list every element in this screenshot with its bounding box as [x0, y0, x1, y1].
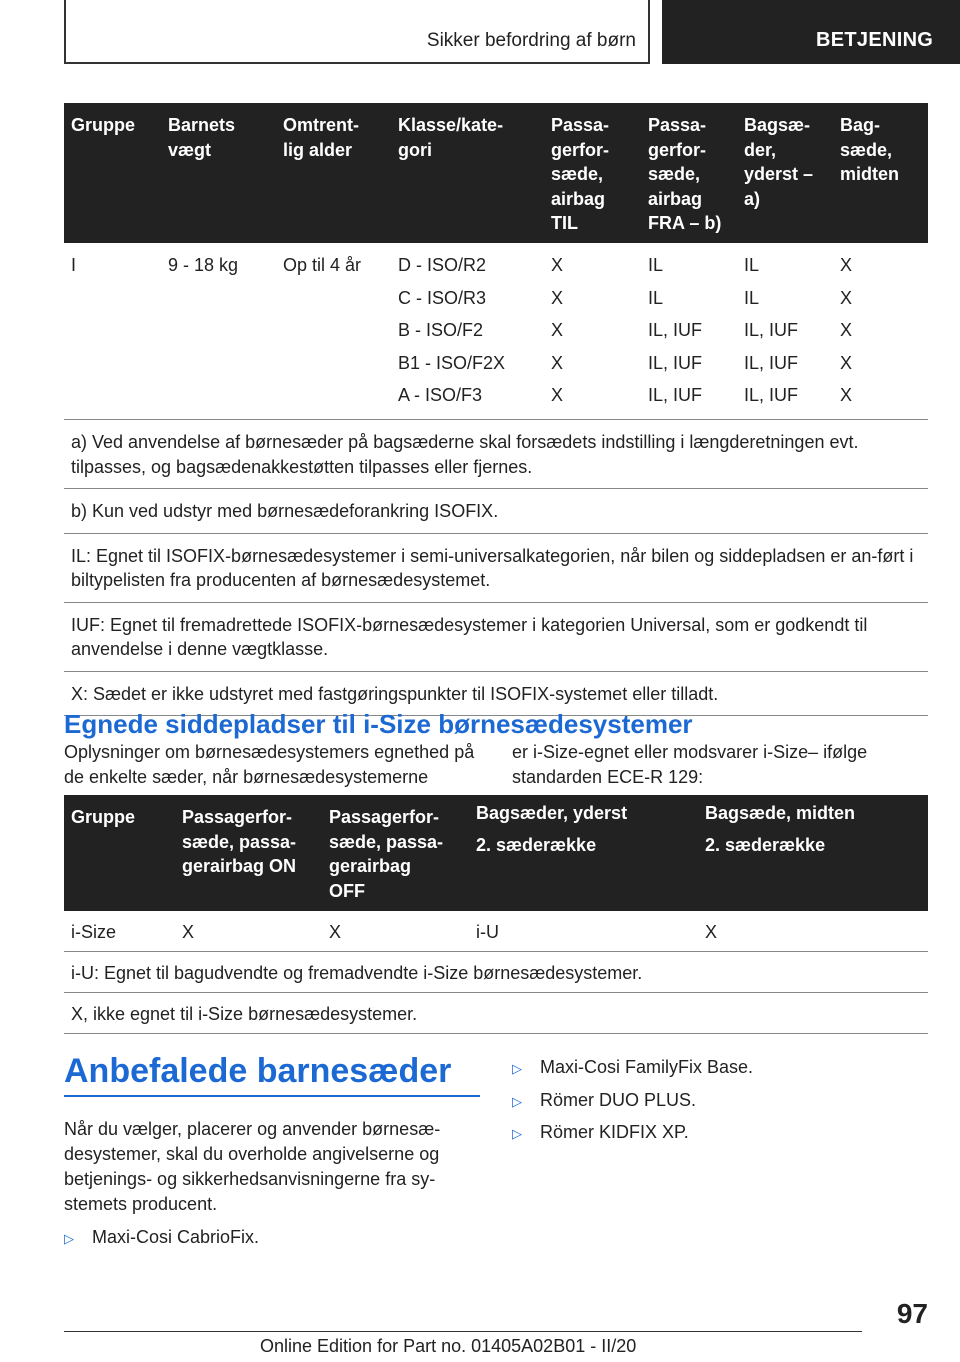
table-cell: IL, IUF	[648, 320, 703, 340]
table-note: b) Kun ved udstyr med børnesædeforankring ISOFIX.	[64, 489, 928, 534]
table-cell: X	[551, 385, 564, 405]
col-header: Passa- gerfor- sæde, airbag TIL	[544, 103, 641, 243]
header-chapter-title: BETJENING	[816, 29, 934, 51]
table-cell: IL	[648, 287, 664, 308]
list-item-label: Römer KIDFIX XP.	[540, 1122, 689, 1142]
list-item	[512, 1055, 753, 1081]
header-chapter-tab	[662, 0, 960, 64]
table-cell: IL, IUF	[648, 352, 703, 373]
footer-edition: Online Edition for Part no. 01405A02B01 - II/20	[260, 1336, 637, 1356]
triangle-right-icon: ▷	[64, 1231, 74, 1246]
col-header: Bagsæder, yderst 2. sæderække	[469, 795, 698, 911]
triangle-right-icon: ▷	[512, 1126, 522, 1141]
list-item	[64, 1225, 259, 1251]
isize-intro-left: Oplysninger om børnesædesystemers egnethed på de enkelte sæder, når børnesædesystemerne	[64, 742, 475, 787]
triangle-right-icon: ▷	[512, 1094, 522, 1109]
isize-intro-right: er i-Size-egnet eller modsvarer i-Size– ifølge standarden ECE-R 129:	[512, 742, 868, 787]
table-note: IL: Egnet til ISOFIX-børnesædesystemer i semi-universalkategorien, når bilen og siddepladsen er an-ført i biltypelisten fra producenten af børnesædesystemet.	[64, 533, 928, 602]
list-item-label: Römer DUO PLUS.	[540, 1090, 697, 1110]
table-cell: i-U	[476, 922, 499, 942]
triangle-right-icon: ▷	[512, 1061, 522, 1076]
table-row	[64, 911, 928, 952]
table-cell: C - ISO/R3	[398, 287, 487, 308]
col-header: Klasse/kate- gori	[391, 103, 544, 243]
table-cell: i-Size	[71, 922, 117, 942]
table-cell: IL, IUF	[744, 320, 799, 340]
col-header: Omtrent- lig alder	[276, 103, 391, 243]
list-item-label: Maxi-Cosi FamilyFix Base.	[540, 1057, 754, 1077]
table-cell: X	[551, 255, 564, 275]
list-item-label: Maxi-Cosi CabrioFix.	[92, 1227, 260, 1247]
table-cell: IL, IUF	[648, 385, 703, 405]
table-note: X: Sædet er ikke udstyret med fastgøringspunkter til ISOFIX-systemet eller tilladt.	[64, 671, 928, 716]
isize-table	[64, 795, 928, 1034]
header-section-box	[64, 0, 650, 64]
table-row	[64, 243, 928, 406]
col-header: Gruppe	[64, 795, 175, 911]
footer-rule	[64, 1331, 862, 1332]
table-cell: X	[705, 922, 718, 942]
list-item	[512, 1088, 696, 1114]
table-cell: X	[840, 287, 853, 308]
table-cell: A - ISO/F3	[398, 385, 483, 405]
recommended-intro: Når du vælger, placerer og anvender børnesæ-desystemer, skal du overholde angivelserne og betjenings- og sikkerhedsanvisningerne fra sy-stemets producent.	[64, 1119, 441, 1214]
table-cell: B - ISO/F2	[398, 320, 484, 340]
table-note: X, ikke egnet til i-Size børnesædesystemer.	[64, 993, 928, 1034]
heading-rule	[64, 1095, 480, 1097]
table-cell: X	[551, 320, 564, 340]
table-cell: IL	[648, 255, 664, 275]
table-cell: X	[329, 922, 342, 942]
page-number: 97	[896, 1298, 928, 1329]
table-cell: Op til 4 år	[283, 255, 362, 275]
col-header: Passa- gerfor- sæde, airbag FRA – b)	[641, 103, 737, 243]
col-header: Passagerfor- sæde, passa- gerairbag OFF	[322, 795, 469, 911]
list-item	[512, 1120, 689, 1146]
col-header: Bagsæde, midten 2. sæderække	[698, 795, 928, 911]
table-cell: X	[840, 320, 853, 340]
table-note: i-U: Egnet til bagudvendte og fremadvendte i-Size børnesædesystemer.	[64, 952, 928, 993]
section-heading-isize: Egnede siddepladser til i-Size børnesædesystemer	[64, 709, 693, 739]
col-header: Passagerfor- sæde, passa- gerairbag ON	[175, 795, 322, 911]
table-cell: X	[840, 352, 853, 373]
isofix-table	[64, 103, 928, 716]
table-cell: X	[182, 922, 195, 942]
col-header: Barnets vægt	[161, 103, 276, 243]
table-cell: X	[840, 385, 853, 405]
table-cell: IL	[744, 287, 760, 308]
section-heading-recommended: Anbefalede barnesæder	[64, 1052, 452, 1090]
table-cell: X	[840, 255, 853, 275]
col-header: Bagsæ- der, yderst – a)	[737, 103, 833, 243]
table-cell: IL, IUF	[744, 352, 799, 373]
table-cell: D - ISO/R2	[398, 255, 487, 275]
table-cell: I	[71, 255, 77, 275]
table-cell: IL, IUF	[744, 385, 799, 405]
table-note: IUF: Egnet til fremadrettede ISOFIX-børnesædesystemer i kategorien Universal, som er godkendt til anvendelse i denne vægtklasse.	[64, 602, 928, 671]
table-cell: 9 - 18 kg	[168, 255, 239, 275]
table-note: a) Ved anvendelse af børnesæder på bagsæderne skal forsædets indstilling i længderetningen evt. tilpasses, og bagsædenakkestøtten tilpasses eller fjernes.	[64, 420, 928, 489]
col-header: Gruppe	[64, 103, 161, 243]
col-header: Bag- sæde, midten	[833, 103, 928, 243]
table-cell: IL	[744, 255, 760, 275]
table-cell: X	[551, 352, 564, 373]
header-section-title: Sikker befordring af børn	[426, 30, 636, 51]
table-cell: B1 - ISO/F2X	[398, 352, 506, 373]
table-cell: X	[551, 287, 564, 308]
